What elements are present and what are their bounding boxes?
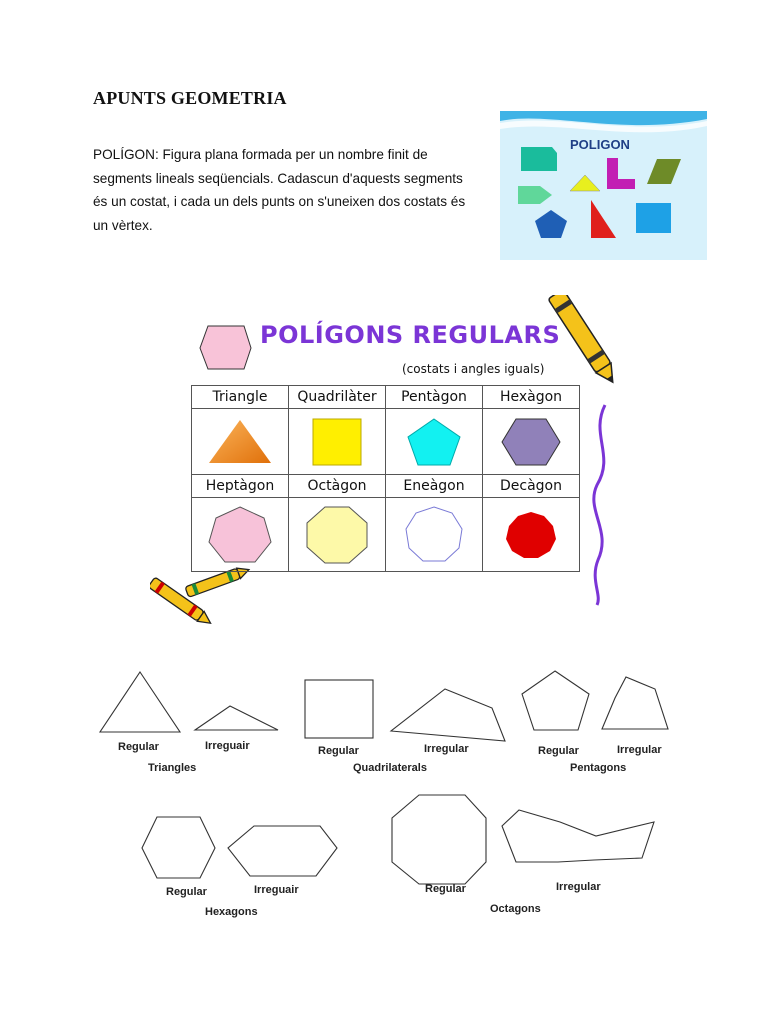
regular-polygons-figure: [150, 295, 620, 625]
shape-triangle-red: [591, 200, 616, 238]
pentagon-irregular-label: Irregular: [617, 744, 662, 756]
cell-decagon: [483, 498, 580, 572]
hexagons-group-label: Hexagons: [205, 906, 258, 918]
label-pentagon: Pentàgon: [386, 386, 483, 409]
polygon-definition: POLÍGON: Figura plana formada per un nombre finit de segments lineals seqüencials. Cadascun d'aquests segments és un costat, i cada un dels punts on s'uneixen dos costats és un vèrtex.: [93, 147, 466, 233]
cell-quadrilateral: [289, 409, 386, 475]
hexagon-shape: [500, 416, 562, 468]
poligon-shapes: [500, 111, 707, 260]
irregular-octagon-outline: [502, 810, 654, 862]
shape-triangle-yellow: [570, 175, 600, 191]
irregular-quadrilateral-outline: [391, 689, 505, 741]
cell-nonagon: [386, 498, 483, 572]
quadrilateral-irregular-label: Irregular: [424, 743, 469, 755]
triangle-irregular-label: Irreguair: [205, 740, 250, 752]
pentagons-group-label: Pentagons: [570, 762, 627, 774]
regular-polygons-subtitle: (costats i angles iguals): [402, 362, 545, 376]
poligon-illustration: [500, 111, 707, 260]
label-quadrilateral: Quadrilàter: [289, 386, 386, 409]
cell-heptagon: [192, 498, 289, 572]
label-heptagon: Heptàgon: [192, 475, 289, 498]
regular-hexagon-outline: [142, 817, 215, 878]
cell-octagon: [289, 498, 386, 572]
cell-pentagon: [386, 409, 483, 475]
label-triangle: Triangle: [192, 386, 289, 409]
triangle-shape: [205, 416, 275, 468]
pentagon-shape: [404, 416, 464, 468]
shape-arrow: [518, 186, 552, 204]
regular-polygons-title: POLÍGONS REGULARS: [260, 321, 561, 349]
triangles-group-label: Triangles: [148, 762, 197, 774]
label-nonagon: Eneàgon: [386, 475, 483, 498]
octagon-irregular-label: Irregular: [556, 881, 601, 893]
label-octagon: Octàgon: [289, 475, 386, 498]
triangle-regular-label: Regular: [118, 741, 159, 753]
label-decagon: Decàgon: [483, 475, 580, 498]
poligon-title: POLIGON: [570, 137, 630, 152]
shape-quad-teal: [521, 147, 557, 171]
irregular-hexagon-outline: [228, 826, 337, 876]
hexagon-irregular-label: Irreguair: [254, 884, 299, 896]
octagons-group-label: Octagons: [490, 903, 541, 915]
regular-pentagon-outline: [522, 671, 589, 730]
decagon-shape: [503, 509, 559, 561]
regular-square-outline: [305, 680, 373, 738]
shape-square: [636, 203, 671, 233]
cell-hexagon: [483, 409, 580, 475]
header-hexagon: [200, 326, 251, 369]
document-title: APUNTS GEOMETRIA: [93, 88, 287, 108]
hexagon-regular-label: Regular: [166, 886, 207, 898]
quadrilateral-regular-label: Regular: [318, 745, 359, 757]
quadrilaterals-group-label: Quadrilaterals: [353, 762, 427, 774]
regular-irregular-drawings: [0, 650, 768, 930]
wavy-line: [594, 405, 605, 605]
label-hexagon: Hexàgon: [483, 386, 580, 409]
cell-triangle: [192, 409, 289, 475]
quadrilateral-shape: [311, 417, 363, 467]
irregular-triangle-outline: [195, 706, 278, 730]
octagon-regular-label: Regular: [425, 883, 466, 895]
heptagon-shape: [206, 504, 274, 566]
regular-triangle-outline: [100, 672, 180, 732]
irregular-pentagon-outline: [602, 677, 668, 729]
regular-octagon-outline: [392, 795, 486, 884]
pentagon-regular-label: Regular: [538, 745, 579, 757]
shape-pentagon: [535, 210, 567, 238]
nonagon-shape: [403, 504, 465, 566]
octagon-shape: [303, 504, 371, 566]
shape-parallelogram: [647, 159, 681, 184]
shape-l: [607, 158, 635, 189]
regular-polygons-table: [191, 385, 580, 572]
